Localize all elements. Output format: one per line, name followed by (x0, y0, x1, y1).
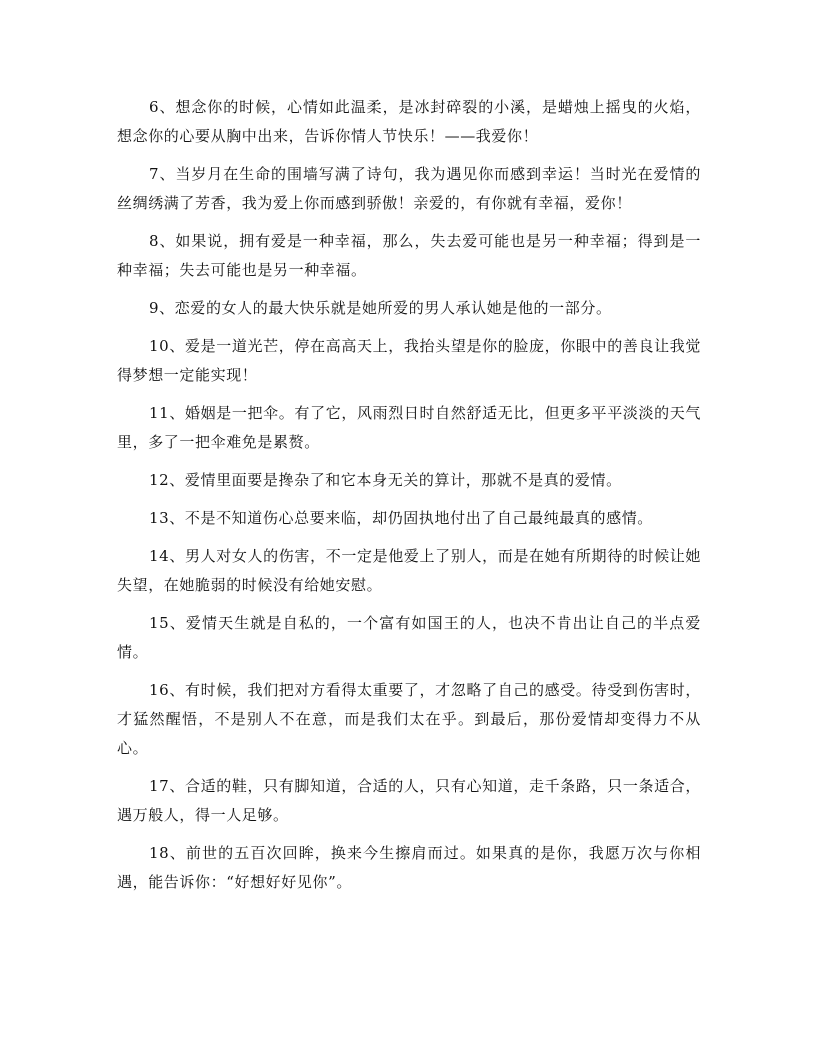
paragraph-11: 11、婚姻是一把伞。有了它，风雨烈日时自然舒适无比，但更多平平淡淡的天气里，多了一把伞难免是累赘。 (117, 404, 701, 451)
paragraph-6: 6、想念你的时候，心情如此温柔，是冰封碎裂的小溪，是蜡烛上摇曳的火焰，想念你的心要从胸中出来，告诉你情人节快乐！——我爱你！ (117, 98, 701, 145)
paragraph-16: 16、有时候，我们把对方看得太重要了，才忽略了自己的感受。待受到伤害时，才猛然醒悟，不是别人不在意，而是我们太在乎。到最后，那份爱情却变得力不从心。 (117, 681, 701, 757)
paragraph-17: 17、合适的鞋，只有脚知道，合适的人，只有心知道，走千条路，只一条适合，遇万般人，得一人足够。 (117, 777, 701, 824)
paragraph-7: 7、当岁月在生命的围墙写满了诗句，我为遇见你而感到幸运！当时光在爱情的丝绸绣满了芳香，我为爱上你而感到骄傲！亲爱的，有你就有幸福，爱你！ (117, 165, 701, 212)
paragraph-15: 15、爱情天生就是自私的，一个富有如国王的人，也决不肯出让自己的半点爱情。 (117, 614, 701, 661)
paragraph-14: 14、男人对女人的伤害，不一定是他爱上了别人，而是在她有所期待的时候让她失望，在她脆弱的时候没有给她安慰。 (117, 547, 701, 594)
paragraph-13: 13、不是不知道伤心总要来临，却仍固执地付出了自己最纯最真的感情。 (149, 509, 653, 527)
paragraph-10: 10、爱是一道光芒，停在高高天上，我抬头望是你的脸庞，你眼中的善良让我觉得梦想一定能实现！ (117, 337, 701, 384)
paragraph-18: 18、前世的五百次回眸，换来今生擦肩而过。如果真的是你，我愿万次与你相遇，能告诉你：“好想好好见你”。 (117, 844, 701, 891)
paragraph-8: 8、如果说，拥有爱是一种幸福，那么，失去爱可能也是另一种幸福；得到是一种幸福；失去可能也是另一种幸福。 (117, 232, 701, 279)
document-body (117, 93, 701, 906)
paragraph-12: 12、爱情里面要是搀杂了和它本身无关的算计，那就不是真的爱情。 (149, 471, 622, 489)
paragraph-9: 9、恋爱的女人的最大快乐就是她所爱的男人承认她是他的一部分。 (149, 299, 612, 317)
